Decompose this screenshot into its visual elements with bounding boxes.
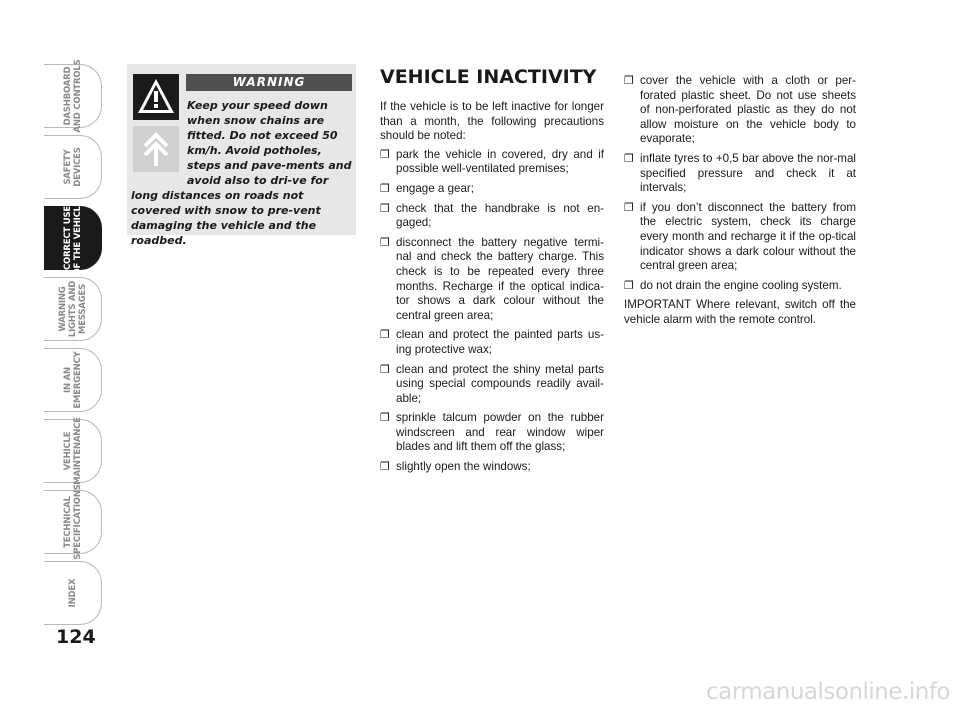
checkbox-bullet-icon: ❐ <box>624 200 634 214</box>
watermark: carmanualsonline.info <box>705 679 950 705</box>
list-item <box>624 152 856 196</box>
warning-header: WARNING <box>186 74 352 91</box>
checkbox-bullet-icon: ❐ <box>380 235 390 249</box>
list-item <box>380 202 604 231</box>
checkbox-bullet-icon: ❐ <box>380 411 390 425</box>
important-note: IMPORTANT Where relevant, switch off the vehicle alarm with the remote control. <box>624 298 856 326</box>
list-item-text: clean and protect the shiny metal parts using special compounds readily avail-able; <box>396 362 604 405</box>
checkbox-bullet-icon: ❐ <box>624 74 634 87</box>
section-title: VEHICLE INACTIVITY <box>380 66 597 88</box>
warning-body: Keep your speed down when snow chains are fitted. Do not exceed 50 km/h. Avoid potholes, steps and pave-ments and avoid also to dri-ve for long distances on roads not covered with snow to pre-vent damaging the vehicle and the roadbed. <box>131 99 352 247</box>
list-item <box>380 148 604 177</box>
list-item <box>624 201 856 274</box>
checkbox-bullet-icon: ❐ <box>624 278 634 292</box>
vehicle-inactivity-column-1 <box>380 66 604 480</box>
tab-correct-use-of-the-vehicle[interactable] <box>44 200 102 276</box>
list-item-text: cover the vehicle with a cloth or per-forated plastic sheet. Do not use sheets of non-perforated plastic as they do not allow moisture on the vehicle body to evaporate; <box>640 74 856 146</box>
tab-label: DASHBOARD AND CONTROLS <box>62 59 83 133</box>
precautions-list <box>380 148 604 475</box>
list-item-text: inflate tyres to +0,5 bar above the nor-mal specified pressure and check it at intervals; <box>640 151 856 195</box>
warning-text <box>131 98 352 248</box>
tab-safety-devices[interactable] <box>44 135 102 199</box>
list-item-text: engage a gear; <box>396 181 475 195</box>
list-item <box>380 182 604 197</box>
list-item-text: check that the handbrake is not en-gaged; <box>396 201 604 230</box>
checkbox-bullet-icon: ❐ <box>380 460 390 474</box>
list-item <box>624 74 856 147</box>
list-item-text: if you don’t disconnect the battery from the electric system, check its charge every month and recharge it if the op-tical indicator shows a dark colour without the central green area; <box>640 200 856 273</box>
tab-label: VEHICLE MAINTENANCE <box>62 417 83 485</box>
vehicle-inactivity-column-2 <box>624 74 856 328</box>
warning-box <box>127 64 356 247</box>
tab-dashboard-and-controls[interactable] <box>44 59 102 133</box>
tab-label: IN AN EMERGENCY <box>62 351 83 409</box>
checkbox-bullet-icon: ❐ <box>380 328 390 342</box>
intro-paragraph: If the vehicle is to be left inactive for longer than a month, the following precautions should be noted: <box>380 100 604 143</box>
checkbox-bullet-icon: ❐ <box>624 151 634 165</box>
checkbox-bullet-icon: ❐ <box>380 181 390 195</box>
checkbox-bullet-icon: ❐ <box>380 362 390 376</box>
list-item <box>380 411 604 455</box>
tab-label: WARNING LIGHTS AND MESSAGES <box>57 280 88 338</box>
list-item-text: do not drain the engine cooling system. <box>640 278 842 292</box>
list-item <box>624 279 856 294</box>
tab-technical-specifications[interactable] <box>44 484 102 560</box>
list-item-text: disconnect the battery negative termi-nal and check the battery charge. This check is to be repeated every three months. Recharge if the optical indica-tor shows a dark colour without the central green area; <box>396 235 604 322</box>
tab-label: SAFETY DEVICES <box>62 147 83 187</box>
tab-label: CORRECT USE OF THE VEHICLE <box>62 200 83 276</box>
checkbox-bullet-icon: ❐ <box>380 147 390 161</box>
tab-label: TECHNICAL SPECIFICATIONS <box>62 484 83 560</box>
list-item-text: park the vehicle in covered, dry and if possible well-ventilated premises; <box>396 147 604 176</box>
page-number: 124 <box>56 626 96 648</box>
list-item <box>380 236 604 324</box>
list-item <box>380 363 604 407</box>
list-item-text: clean and protect the painted parts us-ing protective wax; <box>396 328 604 356</box>
tab-in-an-emergency[interactable] <box>44 348 102 412</box>
tab-index[interactable] <box>44 561 102 625</box>
tab-label: INDEX <box>67 578 78 608</box>
tab-warning-lights-and-messages[interactable] <box>44 277 102 341</box>
list-item <box>380 460 604 475</box>
list-item-text: sprinkle talcum powder on the rubber windscreen and rear window wiper blades and lift them off the glass; <box>396 411 604 454</box>
list-item <box>380 328 604 357</box>
icon-spacer <box>131 98 187 174</box>
tab-vehicle-maintenance[interactable] <box>44 419 102 483</box>
precautions-list-continued <box>624 74 856 293</box>
checkbox-bullet-icon: ❐ <box>380 201 390 215</box>
list-item-text: slightly open the windows; <box>396 460 531 474</box>
